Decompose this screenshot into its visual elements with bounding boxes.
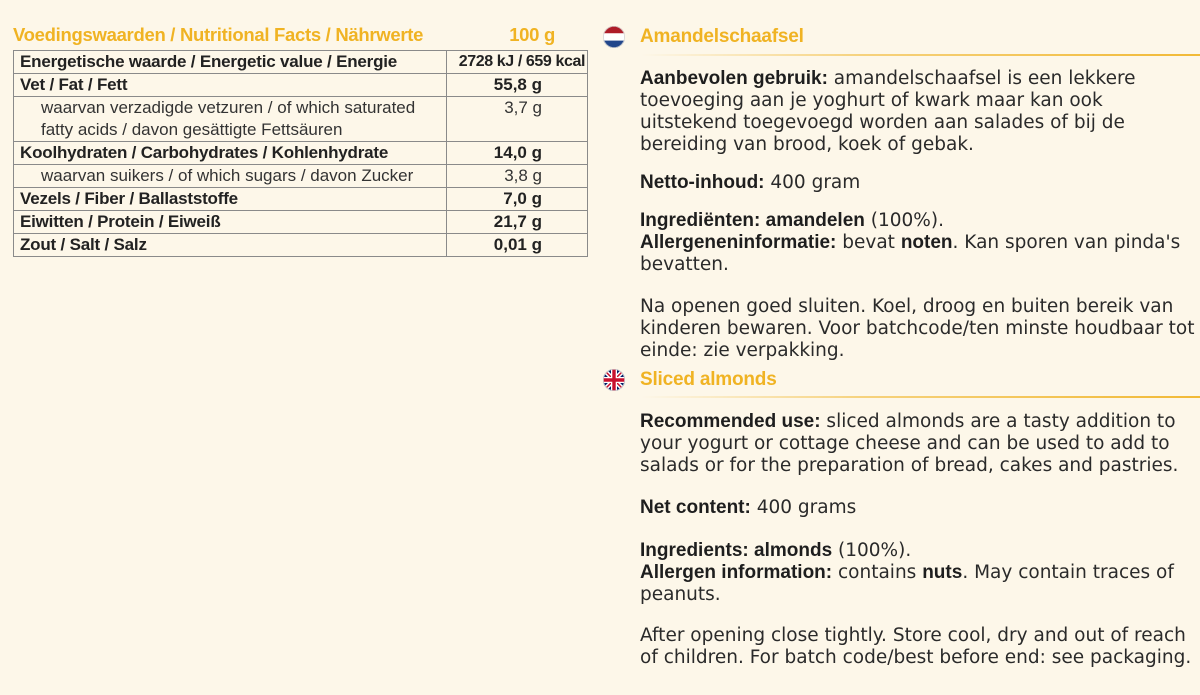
english-use-text: sliced almonds are a tasty addition to your yogurt or cottage cheese and can be used to add to salads or for the preparation of bread, cakes and pastries. xyxy=(640,411,1179,476)
nutrition-row-fiber xyxy=(14,188,588,211)
nutrition-table-section xyxy=(13,24,587,257)
english-storage: After opening close tightly. Store cool, dry and out of reach of children. For batch code/best before end: see packaging. xyxy=(640,625,1192,668)
english-recommended-use xyxy=(640,411,1200,477)
nutrition-value: 14,0 g xyxy=(447,142,588,165)
united-kingdom-flag-icon xyxy=(603,369,625,391)
nutrition-value: 3,7 g xyxy=(447,97,588,142)
dutch-allergen-label: Allergeneninformatie: xyxy=(640,232,837,253)
nutrition-value: 55,8 g xyxy=(447,74,588,97)
nutrition-table xyxy=(13,50,588,257)
nutrition-row-salt xyxy=(14,234,588,257)
dutch-recommended-use xyxy=(640,68,1200,156)
nutrition-row-carbohydrates xyxy=(14,142,588,165)
english-net-label: Net content: xyxy=(640,497,751,518)
netherlands-flag-icon xyxy=(603,26,625,48)
nutrition-row-saturated xyxy=(14,97,588,142)
english-allergen-pre: contains xyxy=(832,562,923,583)
english-use-label: Recommended use: xyxy=(640,411,821,432)
nutrition-value: 7,0 g xyxy=(447,188,588,211)
nutrition-label: Vet / Fat / Fett xyxy=(14,74,447,97)
dutch-allergen-strong: noten xyxy=(900,232,953,253)
dutch-ingredients-label: Ingrediënten: xyxy=(640,210,761,231)
dutch-net-label: Netto-inhoud: xyxy=(640,172,765,193)
nutrition-label: waarvan suikers / of which sugars / davon Zucker xyxy=(14,165,447,188)
dutch-net-text: 400 gram xyxy=(764,172,861,193)
nutrition-value: 3,8 g xyxy=(447,165,588,188)
nutrition-label: Zout / Salt / Salz xyxy=(14,234,447,257)
nutrition-header-per: 100 g xyxy=(509,24,555,45)
nutrition-value: 2728 kJ / 659 kcal xyxy=(447,51,588,74)
nutrition-label: Energetische waarde / Energetic value / Energie xyxy=(14,51,447,74)
nutrition-label: waarvan verzadigde vetzuren / of which saturated fatty acids / davon gesättigte Fettsäuren xyxy=(14,97,447,142)
english-section-title: Sliced almonds xyxy=(640,369,777,390)
dutch-use-label: Aanbevolen gebruik: xyxy=(640,68,828,89)
nutrition-label: Eiwitten / Protein / Eiweiß xyxy=(14,211,447,234)
english-allergen-label: Allergen information: xyxy=(640,562,833,583)
dutch-use-text: amandelschaafsel is een lekkere toevoeging aan je yoghurt of kwark maar kan ook uitstekend toegevoegd worden aan salades of bij de bereiding van brood, koek of gebak. xyxy=(640,68,1136,155)
dutch-section-title: Amandelschaafsel xyxy=(640,26,804,47)
nutrition-header xyxy=(13,24,587,50)
dutch-allergen-post: . Kan sporen van pinda's bevatten. xyxy=(640,232,1181,275)
nutrition-row-sugars xyxy=(14,165,588,188)
english-ingredients-text: (100%). xyxy=(832,540,912,561)
nutrition-row-energy xyxy=(14,51,588,74)
english-net-content xyxy=(640,497,1200,519)
nutrition-label: Vezels / Fiber / Ballaststoffe xyxy=(14,188,447,211)
dutch-allergen-pre: bevat xyxy=(836,232,901,253)
english-ingredients-label: Ingredients: xyxy=(640,540,749,561)
english-allergen-post: . May contain traces of peanuts. xyxy=(640,562,1174,605)
english-allergen-strong: nuts xyxy=(922,562,963,583)
nutrition-row-protein xyxy=(14,211,588,234)
english-section-header xyxy=(603,365,777,395)
dutch-ingredients-strong: amandelen xyxy=(760,210,865,231)
nutrition-label: Koolhydraten / Carbohydrates / Kohlenhydrate xyxy=(14,142,447,165)
dutch-section-header xyxy=(603,22,804,52)
nutrition-value: 0,01 g xyxy=(447,234,588,257)
dutch-net-content xyxy=(640,172,1200,194)
dutch-section-divider xyxy=(641,54,1200,56)
nutrition-header-label: Voedingswaarden / Nutritional Facts / Nährwerte xyxy=(13,24,424,45)
dutch-storage: Na openen goed sluiten. Koel, droog en buiten bereik van kinderen bewaren. Voor batchcode/ten minste houdbaar tot einde: zie verpakking. xyxy=(640,296,1195,361)
english-net-text: 400 grams xyxy=(750,497,857,518)
english-ingredients xyxy=(640,540,1200,606)
english-section-divider xyxy=(641,396,1200,398)
nutrition-value: 21,7 g xyxy=(447,211,588,234)
english-ingredients-strong: almonds xyxy=(748,540,833,561)
dutch-ingredients-text: (100%). xyxy=(864,210,944,231)
nutrition-row-fat xyxy=(14,74,588,97)
dutch-ingredients xyxy=(640,210,1200,276)
